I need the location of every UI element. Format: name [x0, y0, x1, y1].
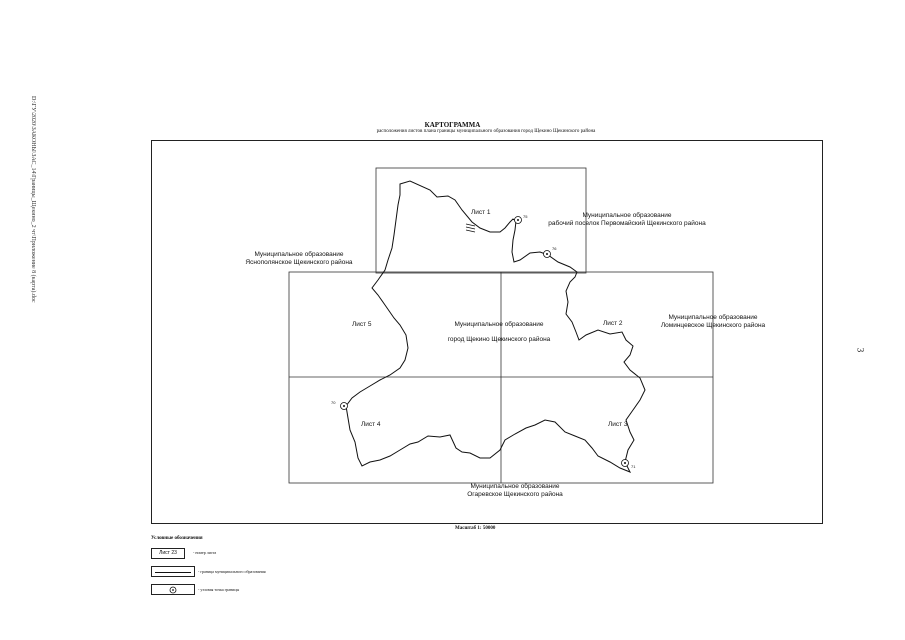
map-title: КАРТОГРАММА [424, 121, 481, 129]
file-path-text: D:\ГУ\2020\ЗАКОНЫ\ЗАС_14\Границы_Щекино_2 чт\Приложение 8 (карта).doc [30, 96, 36, 303]
point-label-76: 76 [552, 246, 557, 251]
legend-title: Условные обозначения [151, 536, 203, 541]
legend-boundary-text: - граница муниципального образования [198, 569, 266, 574]
region-label-south: Муниципальное образование Огаревское Щекинского района [467, 483, 563, 498]
legend-point-sample [151, 584, 195, 595]
sheet-5-label: Лист 5 [352, 321, 372, 328]
nodal-point-75 [515, 217, 522, 224]
map-subtitle: расположения листов плана границы муниципального образования город Щекино Щекинского района [376, 129, 596, 134]
point-label-75: 75 [523, 214, 528, 219]
map-scale: Масштаб 1: 50000 [455, 526, 496, 531]
sheet-1-label: Лист 1 [471, 209, 491, 216]
sheet-3-label: Лист 3 [608, 421, 628, 428]
point-label-71: 71 [631, 464, 636, 469]
nodal-point-76 [544, 251, 551, 258]
region-label-northeast: Муниципальное образование рабочий поселок Первомайский Щекинского района [548, 212, 706, 227]
sheet-2-label: Лист 2 [603, 320, 623, 327]
region-label-center: Муниципальное образование город Щекино Щекинского района [447, 321, 551, 343]
page-number: 3 [855, 347, 866, 353]
boundary-hatch [466, 224, 475, 232]
region-label-west: Муниципальное образование Яснополянское Щекинского района [245, 251, 353, 266]
sheet-4-label: Лист 4 [361, 421, 381, 428]
legend-sheet-text: - номер листа [193, 550, 217, 555]
legend-boundary-sample [151, 566, 195, 577]
legend-point-text: - узловая точка границы [198, 587, 240, 592]
legend-sheet-sample: Лист 23 [151, 548, 185, 559]
nodal-point-70 [341, 403, 348, 410]
legend-boundary-line [155, 572, 191, 573]
nodal-point-71 [622, 460, 629, 467]
nodal-point-icon [152, 585, 196, 596]
point-label-70: 70 [331, 400, 336, 405]
region-label-east: Муниципальное образование Ломинцевское Щекинского района [660, 314, 766, 329]
